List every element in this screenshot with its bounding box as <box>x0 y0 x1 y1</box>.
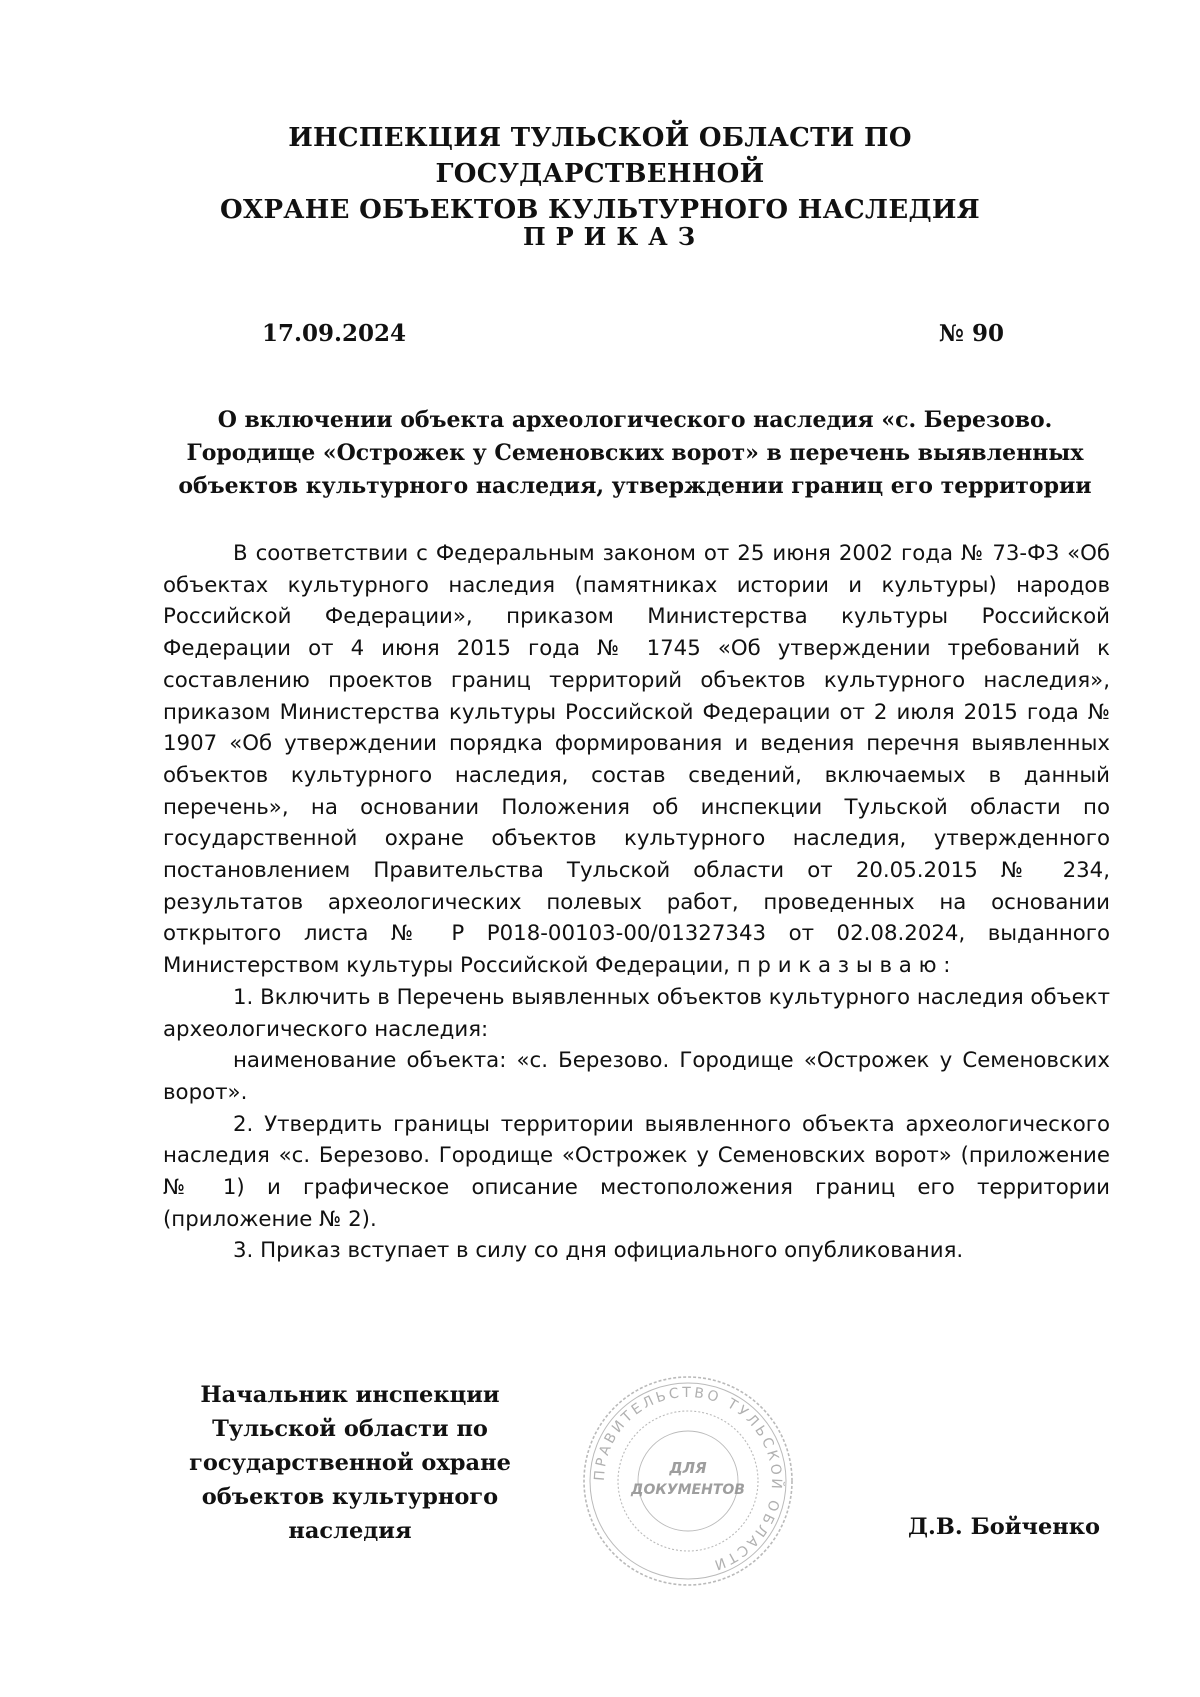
signatory-title-line4: объектов культурного <box>201 1484 499 1510</box>
organization-title <box>150 120 1050 228</box>
document-subject <box>170 404 1100 503</box>
stamp-center-line2: ДОКУМЕНТОВ <box>631 1482 745 1498</box>
preamble-paragraph: В соответствии с Федеральным законом от 25 июня 2002 года № 73-ФЗ «Об объектах культурного наследия (памятниках истории и культуры) народов Российской Федерации», приказом Министерства культуры Российской Федерации от 4 июня 2015 года № 1745 «Об утверждении требований к составлению проектов границ территорий объектов культурного наследия», приказом Министерства культуры Российской Федерации от 2 июля 2015 года № 1907 «Об утверждении порядка формирования и ведения перечня выявленных объектов культурного наследия, состав сведений, включаемых в данный перечень», на основании Положения об инспекции Тульской области по государственной охране объектов культурного наследия, утвержденного постановлением Правительства Тульской области от 20.05.2015 № 234, результатов археологических полевых работ, проведенных на основании открытого листа № Р Р018-00103-00/01327343 от 02.08.2024, выданного Министерством культуры Российской Федерации, п р и к а з ы в а ю : <box>163 541 1110 979</box>
subject-line2: Городище «Острожек у Семеновских ворот» в перечень выявленных <box>186 440 1084 466</box>
signatory-title <box>180 1378 520 1548</box>
organization-title-line2: ОХРАНЕ ОБЪЕКТОВ КУЛЬТУРНОГО НАСЛЕДИЯ <box>220 195 980 225</box>
document-number: № 90 <box>938 320 1004 347</box>
order-item-3: 3. Приказ вступает в силу со дня официального опубликования. <box>233 1238 964 1264</box>
organization-title-line1: ИНСПЕКЦИЯ ТУЛЬСКОЙ ОБЛАСТИ ПО ГОСУДАРСТВЕННОЙ <box>288 123 912 189</box>
signatory-title-line1: Начальник инспекции <box>200 1382 500 1408</box>
stamp-center-line1: ДЛЯ <box>669 1459 707 1477</box>
document-date: 17.09.2024 <box>262 320 407 347</box>
document-body <box>163 538 1110 1267</box>
order-item-2: 2. Утвердить границы территории выявленного объекта археологического наследия «с. Березово. Городище «Острожек у Семеновских ворот» (приложение № 1) и графическое описание местоположения границ его территории (приложение № 2). <box>163 1111 1110 1232</box>
document-type: ПРИКАЗ <box>522 222 706 251</box>
subject-line1: О включении объекта археологического наследия «с. Березово. <box>217 407 1053 433</box>
signatory-title-line2: Тульской области по <box>212 1416 488 1442</box>
subject-line3: объектов культурного наследия, утверждении границ его территории <box>178 473 1092 499</box>
signatory-name: Д.В. Бойченко <box>908 1514 1100 1540</box>
signatory-title-line5: наследия <box>288 1518 412 1544</box>
order-item-1-object-name: наименование объекта: «с. Березово. Городище «Острожек у Семеновских ворот». <box>163 1048 1110 1105</box>
official-seal-stamp <box>577 1370 799 1592</box>
stamp-outer-text: ПРАВИТЕЛЬСТВО ТУЛЬСКОЙ ОБЛАСТИ <box>591 1384 785 1574</box>
order-item-1: 1. Включить в Перечень выявленных объектов культурного наследия объект археологического наследия: <box>163 984 1110 1042</box>
signatory-title-line3: государственной охране <box>189 1450 511 1476</box>
